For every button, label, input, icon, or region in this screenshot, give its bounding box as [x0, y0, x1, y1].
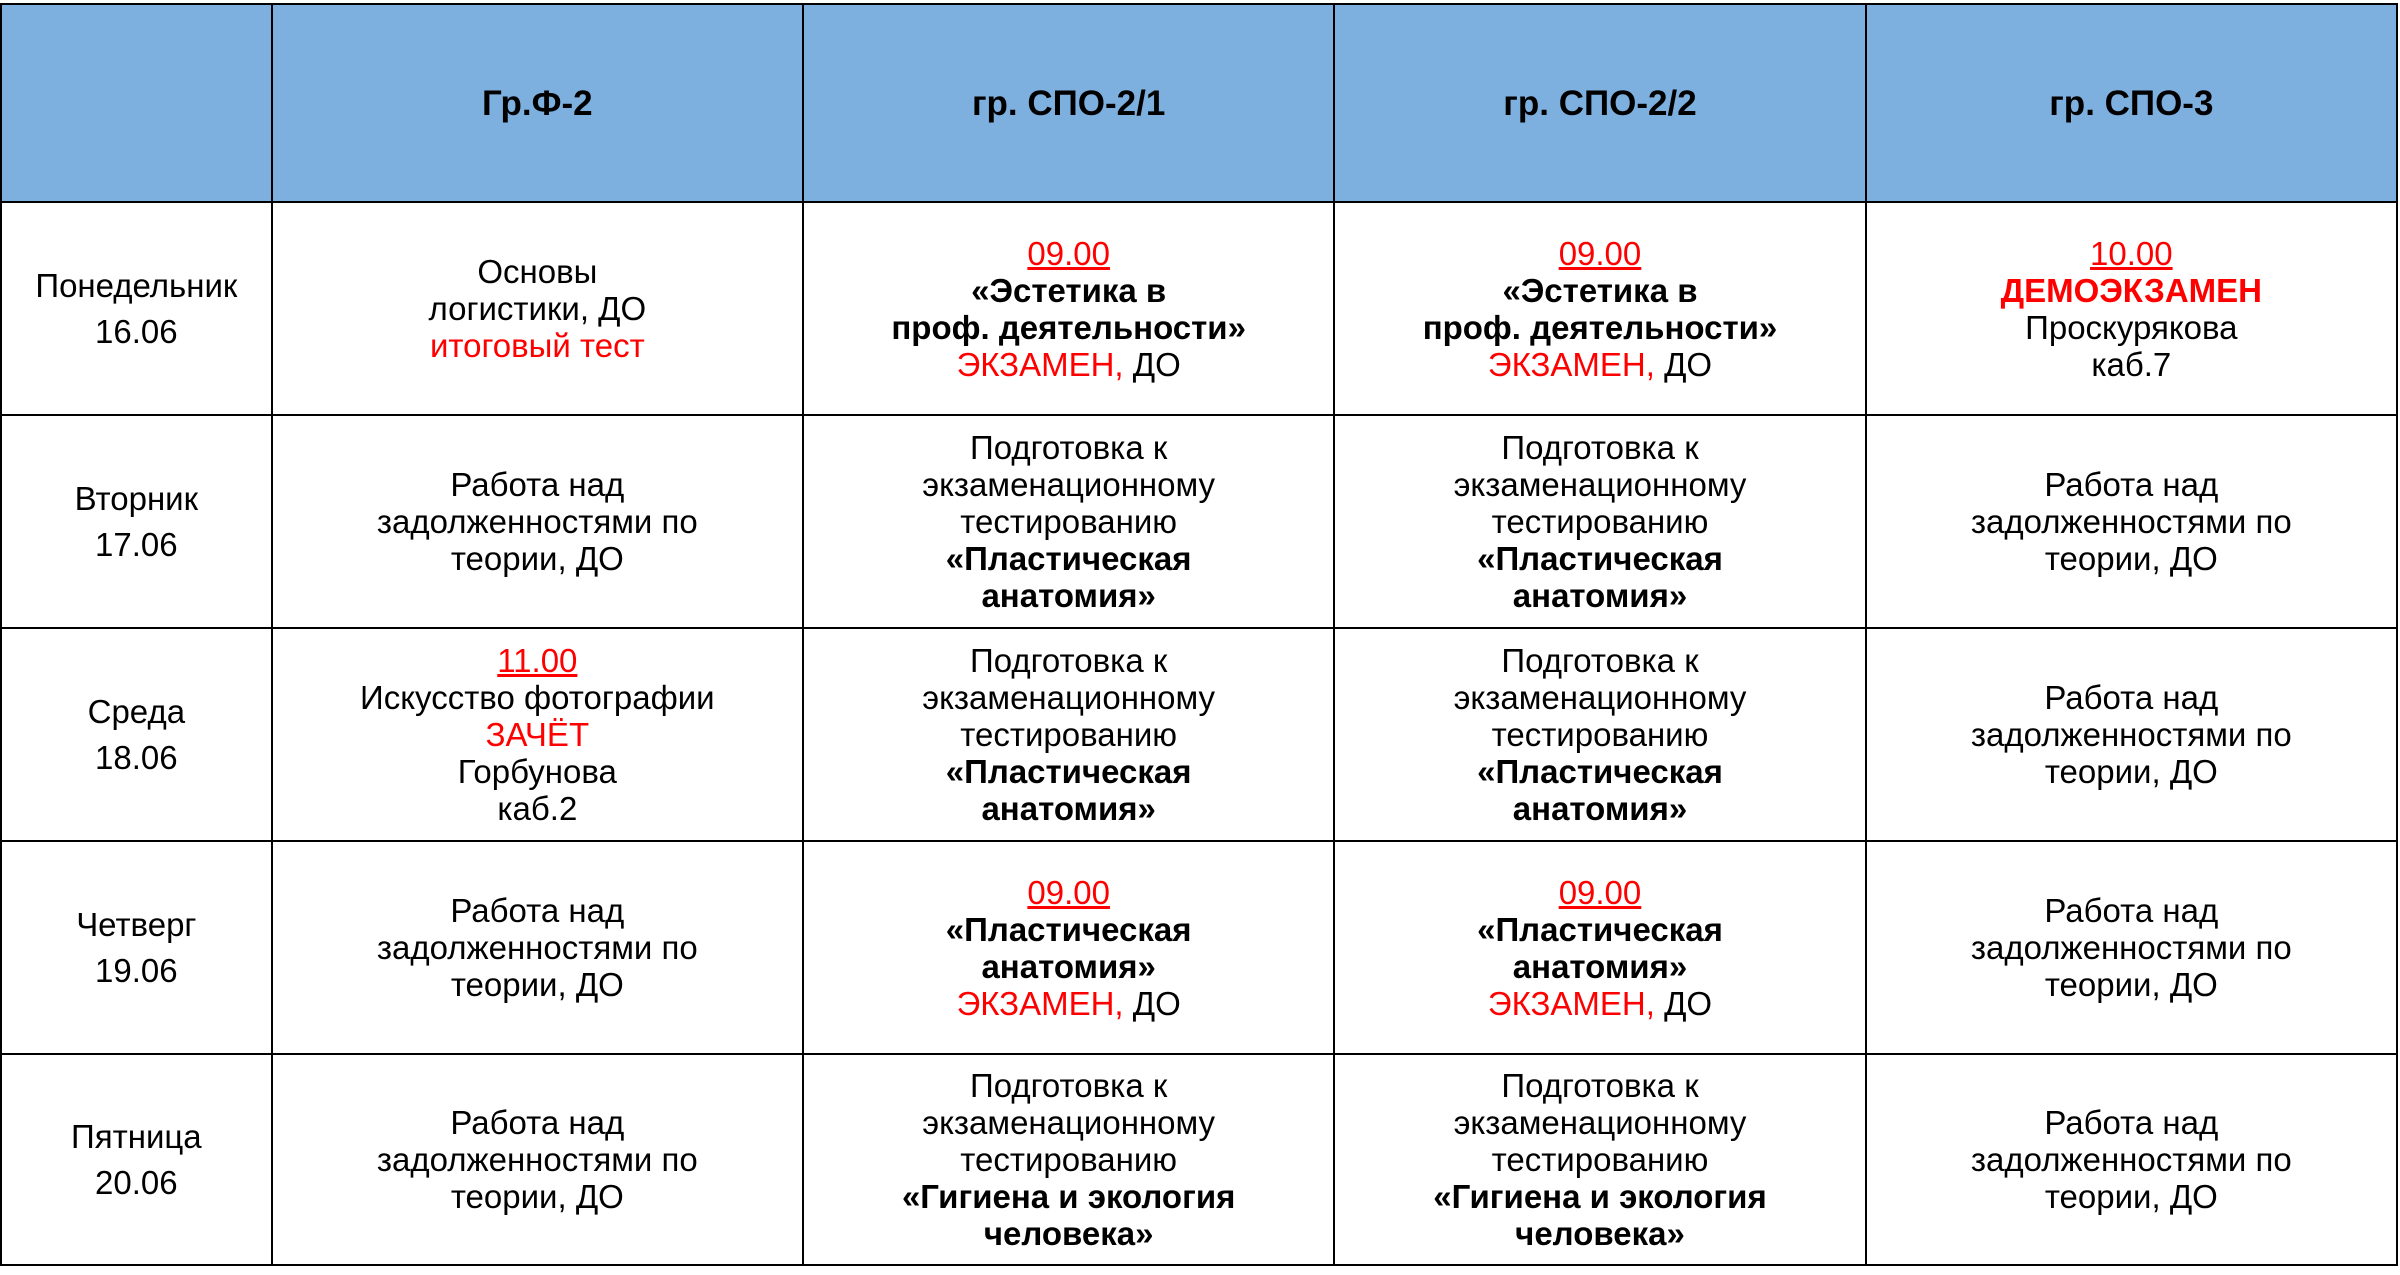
cell-line [1345, 1067, 1854, 1104]
cell-line [814, 985, 1323, 1022]
cell-line [1877, 716, 2386, 753]
cell-line [814, 679, 1323, 716]
cell-line [1877, 235, 2386, 272]
day-date: 16.06 [95, 312, 178, 350]
cell-line [814, 1067, 1323, 1104]
cell-text: задолженностями по [376, 929, 698, 966]
cell-line [1345, 429, 1854, 466]
cell-line [283, 1141, 792, 1178]
cell-group-spo-2-2 [1334, 202, 1865, 415]
cell-line [1877, 753, 2386, 790]
cell-group-spo-2-1 [803, 1054, 1334, 1265]
cell-text: Подготовка к [970, 642, 1168, 679]
cell-line [1345, 911, 1854, 948]
cell-line [1345, 1178, 1854, 1215]
cell-text: «Гигиена и экология [1433, 1178, 1767, 1215]
table-row [1, 415, 2397, 628]
cell-line [1877, 309, 2386, 346]
cell-text: проф. деятельности» [1422, 308, 1778, 346]
cell-line [1345, 874, 1854, 911]
cell-text: Проскурякова [2025, 308, 2238, 346]
cell-line [1877, 466, 2386, 503]
cell-text: человека» [1515, 1215, 1685, 1252]
cell-text: итоговый тест [429, 327, 645, 364]
cell-text: анатомия» [981, 577, 1156, 614]
cell-text-tail: ДО [1123, 345, 1181, 383]
cell-text: ЭКЗАМЕН, [956, 345, 1124, 383]
cell-line [283, 642, 792, 679]
cell-text: 09.00 [1558, 873, 1642, 911]
cell-line [1345, 642, 1854, 679]
cell-line [1345, 235, 1854, 272]
cell-text: задолженностями по [1970, 716, 2292, 753]
day-name: Пятница [71, 1117, 202, 1155]
cell-group-f2 [272, 202, 803, 415]
cell-text: Подготовка к [970, 1067, 1168, 1104]
cell-text: «Гигиена и экология [901, 1178, 1236, 1215]
cell-text: тестированию [1491, 503, 1709, 540]
day-cell [1, 202, 272, 415]
cell-text: ЗАЧЁТ [485, 716, 590, 753]
cell-line [283, 679, 792, 716]
cell-text: 09.00 [1558, 234, 1642, 272]
cell-line [814, 874, 1323, 911]
cell-group-f2 [272, 841, 803, 1054]
cell-text: Горбунова [457, 753, 617, 790]
cell-group-spo-2-1 [803, 841, 1334, 1054]
cell-line [814, 1104, 1323, 1141]
cell-line [814, 1178, 1323, 1215]
cell-line [1877, 929, 2386, 966]
cell-line [1345, 466, 1854, 503]
cell-text: анатомия» [1512, 577, 1688, 614]
cell-line [283, 790, 792, 827]
cell-text: Работа над [2044, 1104, 2219, 1141]
table-row [1, 1054, 2397, 1265]
cell-text: каб.7 [2091, 345, 2172, 383]
cell-group-f2 [272, 415, 803, 628]
day-name: Среда [87, 692, 186, 730]
cell-text: ДЕМОЭКЗАМЕН [2000, 271, 2262, 309]
cell-text: Работа над [2044, 679, 2219, 716]
cell-group-spo-3 [1866, 415, 2397, 628]
cell-line [814, 911, 1323, 948]
cell-text: экзаменационному [1453, 1104, 1747, 1141]
cell-text: Подготовка к [1501, 429, 1699, 466]
cell-line [1345, 1215, 1854, 1252]
cell-text: «Эстетика в [971, 271, 1167, 309]
header-group-spo-2-2: гр. СПО-2/2 [1334, 4, 1865, 202]
cell-group-spo-2-2 [1334, 415, 1865, 628]
cell-line [1345, 790, 1854, 827]
cell-line [1345, 577, 1854, 614]
header-corner [1, 4, 272, 202]
cell-line [283, 327, 792, 364]
cell-group-spo-3 [1866, 1054, 2397, 1265]
day-cell [1, 415, 272, 628]
cell-group-spo-2-1 [803, 628, 1334, 841]
cell-line [814, 466, 1323, 503]
cell-line [814, 1141, 1323, 1178]
cell-text: анатомия» [1512, 947, 1688, 985]
cell-line [1877, 1178, 2386, 1215]
cell-line [814, 1215, 1323, 1252]
cell-line [1345, 753, 1854, 790]
cell-group-spo-3 [1866, 841, 2397, 1054]
header-group-spo-2-1: гр. СПО-2/1 [803, 4, 1334, 202]
cell-line [1877, 892, 2386, 929]
cell-line [1345, 346, 1854, 383]
cell-line [283, 929, 792, 966]
cell-line [814, 429, 1323, 466]
cell-text: логистики, ДО [428, 290, 647, 327]
cell-line [1877, 503, 2386, 540]
day-cell [1, 841, 272, 1054]
cell-line [814, 346, 1323, 383]
cell-group-spo-2-1 [803, 415, 1334, 628]
cell-line [1345, 716, 1854, 753]
cell-text: задолженностями по [1970, 503, 2292, 540]
cell-text: теории, ДО [2044, 753, 2218, 790]
cell-text: задолженностями по [1970, 929, 2292, 966]
cell-text: ЭКЗАМЕН, [1487, 984, 1655, 1022]
cell-text: тестированию [960, 503, 1178, 540]
table-row [1, 841, 2397, 1054]
day-name: Четверг [76, 905, 197, 943]
cell-text: задолженностями по [1970, 1141, 2292, 1178]
day-name: Понедельник [35, 266, 238, 304]
cell-text: 11.00 [497, 642, 578, 679]
cell-line [814, 503, 1323, 540]
cell-text: Подготовка к [1501, 1067, 1699, 1104]
cell-text-tail: ДО [1654, 984, 1713, 1022]
cell-line [1877, 679, 2386, 716]
cell-text: теории, ДО [450, 966, 624, 1003]
cell-line [283, 1178, 792, 1215]
cell-line [1345, 679, 1854, 716]
cell-text: проф. деятельности» [891, 308, 1246, 346]
cell-line [814, 948, 1323, 985]
day-date: 18.06 [95, 738, 178, 776]
day-date: 20.06 [95, 1163, 178, 1201]
cell-text: ЭКЗАМЕН, [956, 984, 1124, 1022]
cell-text: «Пластическая [945, 753, 1192, 790]
cell-text-tail: ДО [1123, 984, 1181, 1022]
cell-text: Работа над [450, 892, 625, 929]
schedule-table [0, 3, 2398, 1266]
cell-line [283, 253, 792, 290]
cell-line [1877, 272, 2386, 309]
cell-text: каб.2 [497, 790, 578, 827]
day-cell [1, 628, 272, 841]
cell-group-spo-2-2 [1334, 1054, 1865, 1265]
cell-line [283, 1104, 792, 1141]
table-row [1, 628, 2397, 841]
cell-text: тестированию [1491, 1141, 1709, 1178]
cell-line [1345, 540, 1854, 577]
cell-text: экзаменационному [922, 466, 1216, 503]
cell-group-spo-3 [1866, 628, 2397, 841]
cell-text: тестированию [960, 716, 1178, 753]
cell-text: анатомия» [981, 947, 1156, 985]
cell-text: экзаменационному [1453, 466, 1747, 503]
cell-group-f2 [272, 1054, 803, 1265]
cell-line [1345, 309, 1854, 346]
day-date: 19.06 [95, 951, 178, 989]
cell-group-spo-2-1 [803, 202, 1334, 415]
cell-text: «Эстетика в [1502, 271, 1698, 309]
cell-text: «Пластическая [945, 540, 1192, 577]
cell-line [1345, 948, 1854, 985]
cell-text: тестированию [1491, 716, 1709, 753]
cell-text: теории, ДО [450, 1178, 624, 1215]
cell-text: 09.00 [1027, 234, 1110, 272]
cell-line [1877, 1141, 2386, 1178]
cell-line [283, 540, 792, 577]
cell-line [283, 966, 792, 1003]
cell-line [283, 290, 792, 327]
cell-text: «Пластическая [945, 910, 1192, 948]
cell-line [1877, 1104, 2386, 1141]
cell-line [1345, 272, 1854, 309]
cell-text: 09.00 [1027, 873, 1110, 911]
cell-text: «Пластическая [1477, 540, 1723, 577]
cell-text: теории, ДО [2044, 966, 2218, 1003]
cell-text: Подготовка к [970, 429, 1168, 466]
cell-line [1877, 966, 2386, 1003]
cell-text: ЭКЗАМЕН, [1487, 345, 1655, 383]
header-group-f2: Гр.Ф-2 [272, 4, 803, 202]
cell-group-f2 [272, 628, 803, 841]
cell-text: Искусство фотографии [360, 679, 715, 716]
cell-line [814, 642, 1323, 679]
cell-text-tail: ДО [1654, 345, 1713, 383]
cell-text: 10.00 [2090, 234, 2173, 272]
cell-text: экзаменационному [922, 1104, 1216, 1141]
cell-text: человека» [983, 1215, 1154, 1252]
cell-line [1345, 1104, 1854, 1141]
cell-text: теории, ДО [450, 540, 624, 577]
header-row [1, 4, 2397, 202]
cell-line [814, 309, 1323, 346]
cell-text: Подготовка к [1501, 642, 1699, 679]
cell-text: Работа над [450, 1104, 625, 1141]
cell-text: тестированию [960, 1141, 1178, 1178]
cell-text: задолженностями по [376, 503, 698, 540]
cell-text: «Пластическая [1477, 910, 1723, 948]
cell-line [283, 466, 792, 503]
cell-text: теории, ДО [2044, 540, 2218, 577]
cell-line [814, 716, 1323, 753]
cell-group-spo-2-2 [1334, 841, 1865, 1054]
cell-line [814, 790, 1323, 827]
cell-text: Работа над [450, 466, 625, 503]
day-name: Вторник [74, 479, 199, 517]
cell-line [814, 753, 1323, 790]
cell-line [283, 892, 792, 929]
cell-text: экзаменационному [1453, 679, 1747, 716]
cell-text: анатомия» [981, 790, 1156, 827]
cell-text: анатомия» [1512, 790, 1688, 827]
cell-group-spo-3 [1866, 202, 2397, 415]
cell-line [1345, 503, 1854, 540]
day-date: 17.06 [95, 525, 178, 563]
schedule-body [1, 202, 2397, 1265]
cell-text: экзаменационному [922, 679, 1216, 716]
cell-line [814, 235, 1323, 272]
cell-line [1877, 346, 2386, 383]
cell-line [1345, 1141, 1854, 1178]
cell-text: Работа над [2044, 466, 2219, 503]
day-cell [1, 1054, 272, 1265]
cell-line [814, 272, 1323, 309]
cell-line [814, 540, 1323, 577]
header-group-spo-3: гр. СПО-3 [1866, 4, 2397, 202]
cell-text: теории, ДО [2044, 1178, 2218, 1215]
cell-group-spo-2-2 [1334, 628, 1865, 841]
cell-line [1345, 985, 1854, 1022]
cell-line [1877, 540, 2386, 577]
table-row [1, 202, 2397, 415]
cell-text: Основы [477, 253, 598, 290]
cell-line [283, 753, 792, 790]
cell-text: задолженностями по [376, 1141, 698, 1178]
cell-line [814, 577, 1323, 614]
cell-text: «Пластическая [1477, 753, 1723, 790]
cell-text: Работа над [2044, 892, 2219, 929]
cell-line [283, 503, 792, 540]
cell-line [283, 716, 792, 753]
